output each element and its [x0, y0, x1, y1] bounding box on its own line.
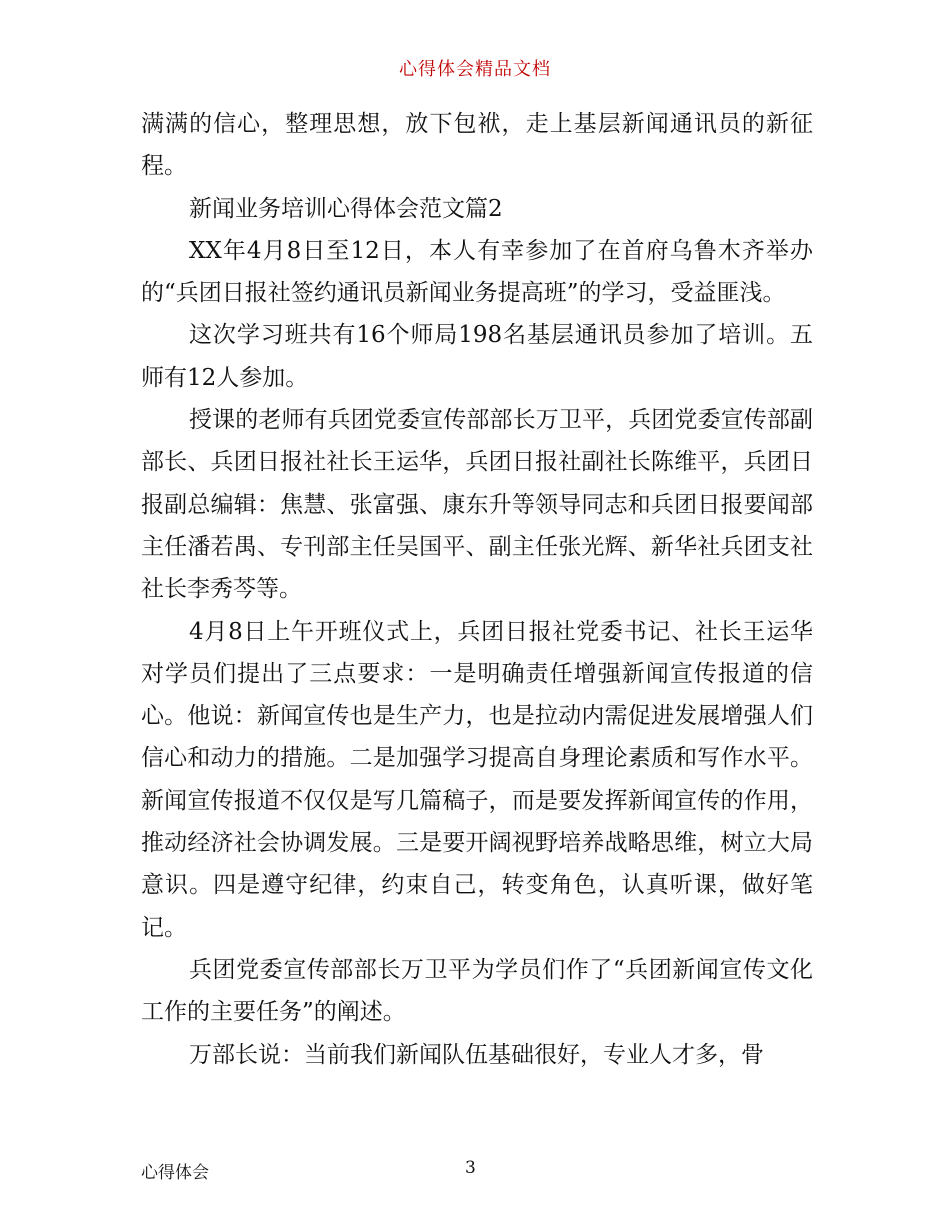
footer-label: 心得体会	[141, 1163, 209, 1183]
paragraph: 4月8日上午开班仪式上，兵团日报社党委书记、社长王运华对学员们提出了三点要求：一是明确责任增强新闻宣传报道的信心。他说：新闻宣传也是生产力，也是拉动内需促进发展增强人们信心和动力的措施。二是加强学习提高自身理论素质和写作水平。新闻宣传报道不仅仅是写几篇稿子，而是要发挥新闻宣传的作用，推动经济社会协调发展。三是要开阔视野培养战略思维，树立大局意识。四是遵守纪律，约束自己，转变角色，认真听课，做好笔记。	[141, 618, 813, 941]
page-footer	[141, 1158, 813, 1182]
page-number: 3	[465, 1158, 476, 1178]
page-header-title: 心得体会精品文档	[399, 59, 551, 80]
section-heading: 新闻业务培训心得体会范文篇2	[189, 195, 503, 222]
paragraph: 万部长说：当前我们新闻队伍基础很好，专业人才多，骨	[189, 1041, 764, 1068]
paragraph: 这次学习班共有16个师局198名基层通讯员参加了培训。五师有12人参加。	[141, 322, 813, 391]
paragraph: XX年4月8日至12日，本人有幸参加了在首府乌鲁木齐举办的“兵团日报社签约通讯员新闻业务提高班”的学习，受益匪浅。	[141, 237, 813, 307]
document-body	[141, 103, 813, 1076]
paragraph-continuation: 满满的信心，整理思想，放下包袱，走上基层新闻通讯员的新征程。	[141, 111, 813, 180]
paragraph: 授课的老师有兵团党委宣传部部长万卫平，兵团党委宣传部副部长、兵团日报社社长王运华，兵团日报社副社长陈维平，兵团日报副总编辑：焦慧、张富强、康东升等领导同志和兵团日报要闻部主任潘若禺、专刊部主任吴国平、副主任张光辉、新华社兵团支社社长李秀芩等。	[141, 407, 813, 603]
paragraph: 兵团党委宣传部部长万卫平为学员们作了“兵团新闻宣传文化工作的主要任务”的阐述。	[141, 956, 813, 1026]
